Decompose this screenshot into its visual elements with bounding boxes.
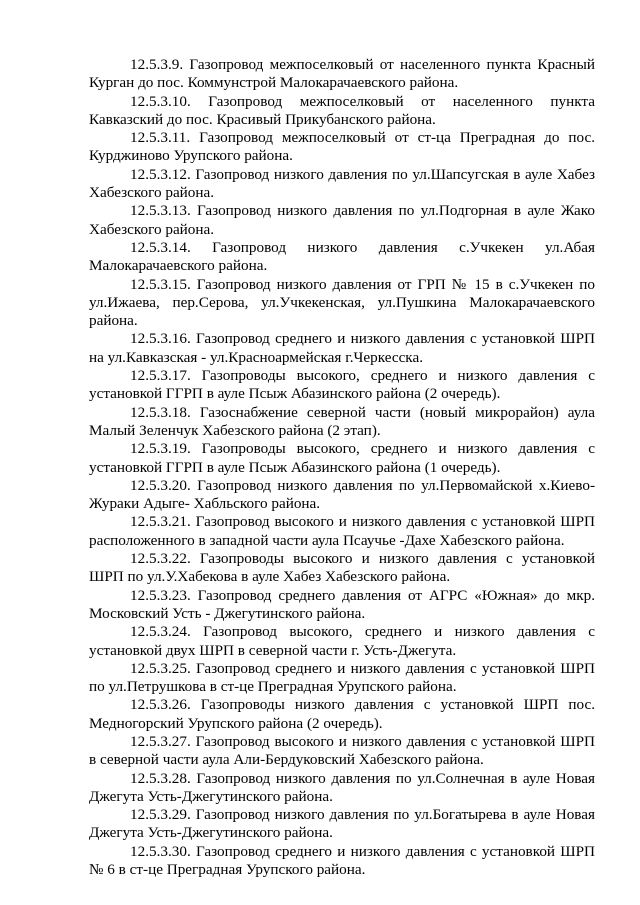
list-item: 12.5.3.30. Газопровод среднего и низкого давления с установкой ШРП № 6 в ст-це Преградная Урупского района. — [89, 842, 595, 879]
list-item: 12.5.3.21. Газопровод высокого и низкого давления с установкой ШРП расположенного в западной части аула Псаучье -Дахе Хабезского района. — [89, 513, 595, 549]
list-item: 12.5.3.24. Газопровод высокого, среднего и низкого давления с установкой двух ШРП в северной части г. Усть-Джегута. — [89, 623, 595, 659]
document-body — [89, 56, 595, 879]
list-item: 12.5.3.17. Газопроводы высокого, среднего и низкого давления с установкой ГГРП в ауле Псыж Абазинского района (2 очередь). — [89, 367, 595, 403]
list-item: 12.5.3.10. Газопровод межпоселковый от населенного пункта Кавказский до пос. Красивый Прикубанского района. — [89, 92, 595, 128]
list-item: 12.5.3.15. Газопровод низкого давления от ГРП № 15 в с.Учкекен по ул.Ижаева, пер.Серова, ул.Учкекенская, ул.Пушкина Малокарачаевского района. — [89, 275, 595, 330]
list-item: 12.5.3.29. Газопровод низкого давления по ул.Богатырева в ауле Новая Джегута Усть-Джегутинского района. — [89, 806, 595, 842]
list-item: 12.5.3.11. Газопровод межпоселковый от ст-ца Преградная до пос. Курджиново Урупского района. — [89, 129, 595, 165]
list-item: 12.5.3.22. Газопроводы высокого и низкого давления с установкой ШРП по ул.У.Хабекова в ауле Хабез Хабезского района. — [89, 550, 595, 586]
list-item: 12.5.3.23. Газопровод среднего давления от АГРС «Южная» до мкр. Московский Усть - Джегутинского района. — [89, 586, 595, 622]
list-item: 12.5.3.9. Газопровод межпоселковый от населенного пункта Красный Курган до пос. Коммунстрой Малокарачаевского района. — [89, 56, 595, 92]
list-item: 12.5.3.18. Газоснабжение северной части (новый микрорайон) аула Малый Зеленчук Хабезского района (2 этап). — [89, 403, 595, 439]
list-item: 12.5.3.14. Газопровод низкого давления с.Учкекен ул.Абая Малокарачаевского района. — [89, 238, 595, 275]
list-item: 12.5.3.27. Газопровод высокого и низкого давления с установкой ШРП в северной части аула Али-Бердуковский Хабезского района. — [89, 732, 595, 769]
list-item: 12.5.3.12. Газопровод низкого давления по ул.Шапсугская в ауле Хабез Хабезского района. — [89, 165, 595, 202]
list-item: 12.5.3.16. Газопровод среднего и низкого давления с установкой ШРП на ул.Кавказская - ул.Красноармейская г.Черкесска. — [89, 330, 595, 366]
list-item: 12.5.3.13. Газопровод низкого давления по ул.Подгорная в ауле Жако Хабезского района. — [89, 202, 595, 238]
list-item: 12.5.3.26. Газопроводы низкого давления с установкой ШРП пос. Медногорский Урупского района (2 очередь). — [89, 696, 595, 732]
list-item: 12.5.3.25. Газопровод среднего и низкого давления с установкой ШРП по ул.Петрушкова в ст-це Преградная Урупского района. — [89, 659, 595, 696]
list-item: 12.5.3.20. Газопровод низкого давления по ул.Первомайской х.Киево-Жураки Адыге- Хабльского района. — [89, 476, 595, 513]
list-item: 12.5.3.28. Газопровод низкого давления по ул.Солнечная в ауле Новая Джегута Усть-Джегутинского района. — [89, 769, 595, 805]
list-item: 12.5.3.19. Газопроводы высокого, среднего и низкого давления с установкой ГГРП в ауле Псыж Абазинского района (1 очередь). — [89, 440, 595, 476]
